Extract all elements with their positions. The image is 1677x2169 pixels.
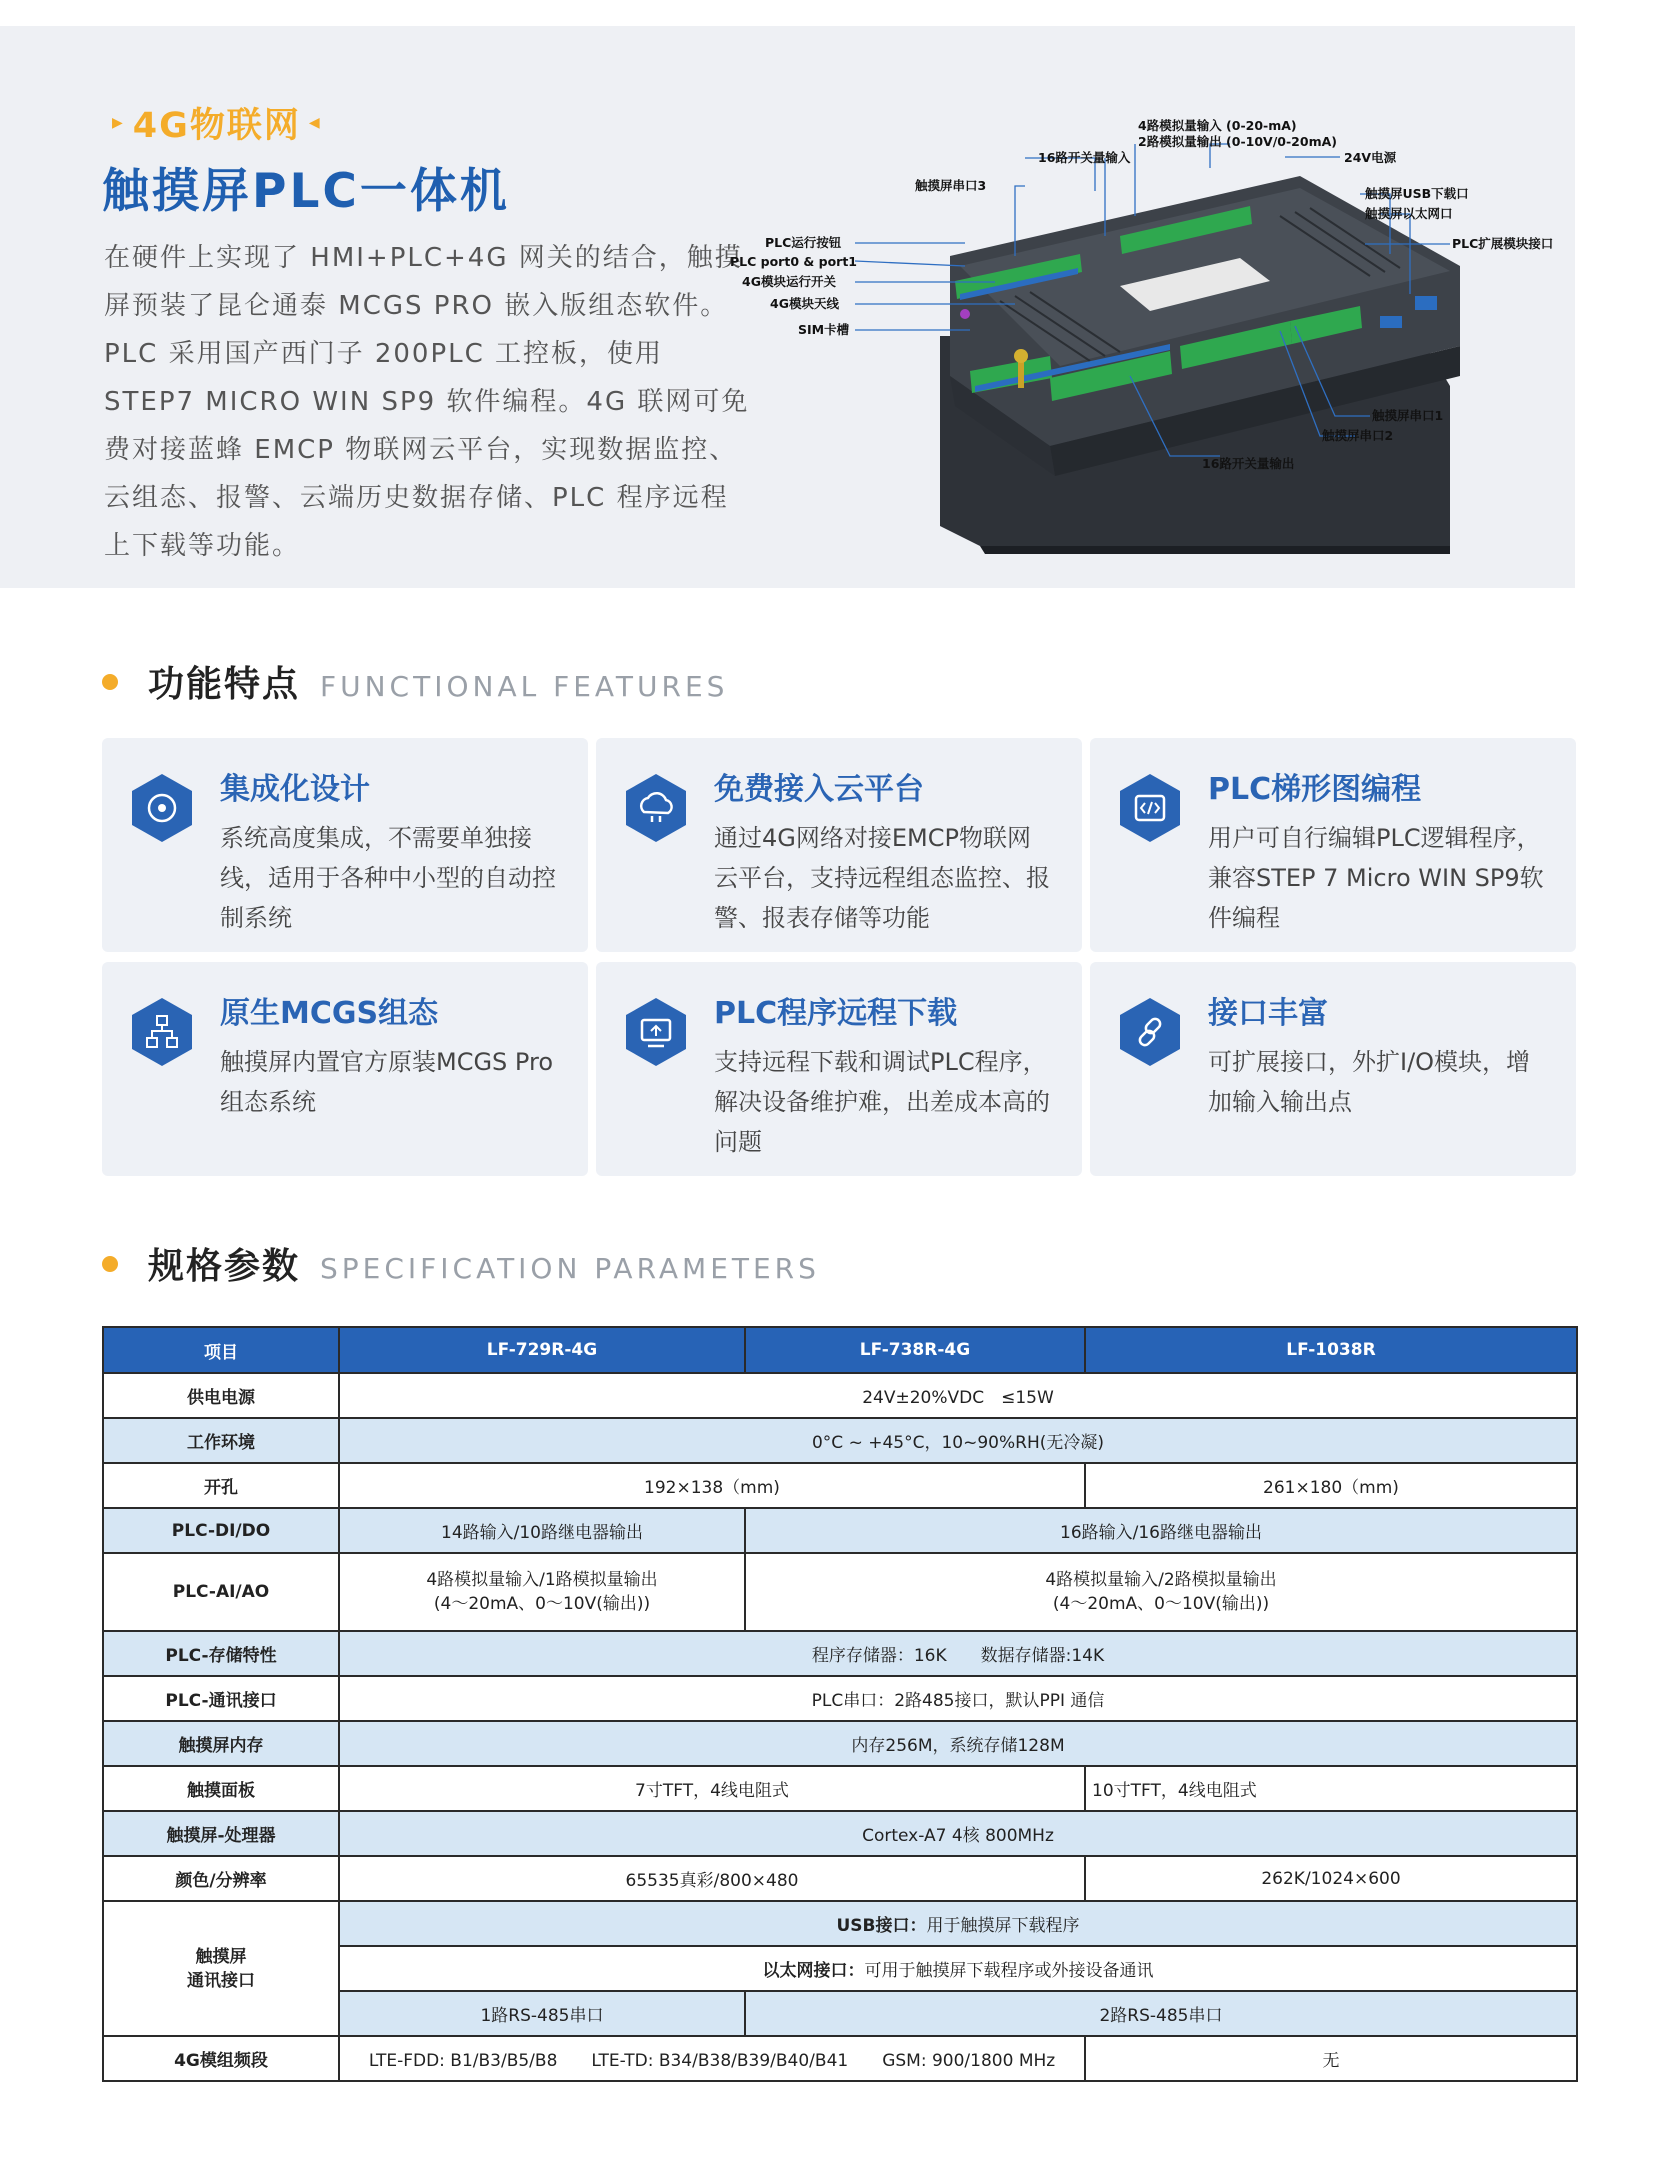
spec-title-en: SPECIFICATION PARAMETERS — [320, 1252, 820, 1285]
features-title-cn: 功能特点 — [148, 664, 301, 705]
row-value: 14路输入/10路继电器输出 — [339, 1508, 745, 1553]
row-label: 供电电源 — [103, 1373, 339, 1418]
row-value: 内存256M，系统存储128M — [339, 1721, 1577, 1766]
row-value: 262K/1024×600 — [1085, 1856, 1577, 1901]
row-value: 16路输入/16路继电器输出 — [745, 1508, 1577, 1553]
usb-val: 用于触摸屏下载程序 — [926, 1916, 1080, 1936]
row-value — [339, 1901, 1577, 1946]
row-label-line: 触摸屏 — [195, 1946, 247, 1967]
table-row — [103, 2036, 1577, 2081]
callout-plc-ext: PLC扩展模块接口 — [1452, 236, 1554, 251]
feature-title: PLC梯形图编程 — [1208, 772, 1422, 807]
callout-sim: SIM卡槽 — [798, 322, 850, 337]
feature-title: 原生MCGS组态 — [220, 996, 439, 1031]
usb-key: USB接口： — [836, 1916, 927, 1936]
callout-di16: 16路开关量输入 — [1038, 150, 1131, 165]
row-value: 10寸TFT，4线电阻式 — [1085, 1766, 1577, 1811]
callout-serial2: 触摸屏串口2 — [1322, 428, 1394, 443]
hero-tag — [104, 98, 330, 148]
row-label — [103, 1901, 339, 2036]
hero-tag-label: 4G物联网 — [132, 106, 301, 146]
feature-card — [1090, 738, 1576, 952]
code-icon — [1118, 772, 1182, 844]
callout-4g-antenna: 4G模块天线 — [770, 296, 839, 311]
table-row — [103, 1676, 1577, 1721]
table-row — [103, 1766, 1577, 1811]
row-value: 无 — [1085, 2036, 1577, 2081]
row-label: 工作环境 — [103, 1418, 339, 1463]
spec-col-model: LF-729R-4G — [339, 1327, 745, 1373]
row-label: 颜色/分辨率 — [103, 1856, 339, 1901]
feature-card — [102, 738, 588, 952]
row-label-line: 通讯接口 — [187, 1970, 255, 1991]
row-value-line: (4～20mA、0～10V(输出)) — [433, 1594, 651, 1614]
row-label: PLC-通讯接口 — [103, 1676, 339, 1721]
callout-serial3: 触摸屏串口3 — [915, 178, 987, 193]
callout-ao-out: 2路模拟量输出 (0-10V/0-20mA) — [1138, 134, 1337, 149]
row-value — [339, 1553, 745, 1631]
row-label: 4G模组频段 — [103, 2036, 339, 2081]
callout-eth: 触摸屏以太网口 — [1365, 206, 1453, 221]
feature-card — [1090, 962, 1576, 1176]
integration-icon — [130, 772, 194, 844]
callout-plc-run: PLC运行按钮 — [765, 235, 842, 250]
triangle-left-icon: ◀ — [308, 115, 322, 131]
row-value: 程序存储器：16K 数据存储器:14K — [339, 1631, 1577, 1676]
table-row — [103, 1631, 1577, 1676]
spec-col-model: LF-1038R — [1085, 1327, 1577, 1373]
hero-title: 触摸屏PLC一体机 — [102, 164, 510, 219]
spec-table — [102, 1326, 1578, 2082]
feature-title: 接口丰富 — [1208, 996, 1328, 1031]
feature-desc: 用户可自行编辑PLC逻辑程序，兼容STEP 7 Micro WIN SP9软件编程 — [1208, 824, 1544, 932]
row-label: PLC-AI/AO — [103, 1553, 339, 1631]
table-row — [103, 1901, 1577, 1946]
row-label: 触摸屏-处理器 — [103, 1811, 339, 1856]
table-row — [103, 1811, 1577, 1856]
row-value-line: 4路模拟量输入/2路模拟量输出 — [1045, 1570, 1277, 1590]
upload-icon — [624, 996, 688, 1068]
row-value: 0°C ~ +45°C，10~90%RH(无冷凝) — [339, 1418, 1577, 1463]
table-row — [103, 1508, 1577, 1553]
hero-description: 在硬件上实现了 HMI+PLC+4G 网关的结合，触摸屏预装了昆仑通泰 MCGS PRO 嵌入版组态软件。PLC 采用国产西门子 200PLC 工控板，使用 STEP7 MICRO WIN SP9 软件编程。4G 联网可免费对接蓝蜂 EMCP 物联网云平台，实现数据监控、云组态、报警、云端历史数据存储、PLC 程序远程上下载等功能。 — [104, 243, 750, 561]
link-icon — [1118, 996, 1182, 1068]
feature-desc: 系统高度集成，不需要单独接线，适用于各种中小型的自动控制系统 — [220, 824, 556, 932]
callout-ai-in: 4路模拟量输入 (0-20-mA) — [1138, 118, 1297, 133]
table-row — [103, 1463, 1577, 1508]
callout-ports: PLC port0 & port1 — [730, 254, 858, 269]
row-value: 24V±20%VDC ≤15W — [339, 1373, 1577, 1418]
hero-section — [0, 26, 1575, 588]
table-row — [103, 1373, 1577, 1418]
feature-card — [596, 962, 1082, 1176]
feature-card — [102, 962, 588, 1176]
row-label: PLC-存储特性 — [103, 1631, 339, 1676]
callout-serial1: 触摸屏串口1 — [1372, 408, 1444, 423]
feature-title: PLC程序远程下载 — [714, 996, 958, 1031]
section-dot-icon — [102, 1256, 118, 1272]
feature-title: 免费接入云平台 — [714, 772, 924, 807]
row-label: PLC-DI/DO — [103, 1508, 339, 1553]
row-value: 1路RS-485串口 — [339, 1991, 745, 2036]
row-value: 192×138（mm) — [339, 1463, 1085, 1508]
callout-do16: 16路开关量输出 — [1202, 456, 1295, 471]
row-label: 开孔 — [103, 1463, 339, 1508]
features-title-en: FUNCTIONAL FEATURES — [320, 670, 729, 703]
eth-key: 以太网接口： — [762, 1961, 865, 1981]
row-value: PLC串口：2路485接口，默认PPI 通信 — [339, 1676, 1577, 1721]
row-label: 触摸屏内存 — [103, 1721, 339, 1766]
table-row — [103, 1856, 1577, 1901]
feature-desc: 通过4G网络对接EMCP物联网云平台，支持远程组态监控、报警、报表存储等功能 — [714, 824, 1050, 932]
feature-desc: 支持远程下载和调试PLC程序，解决设备维护难，出差成本高的问题 — [714, 1048, 1050, 1156]
eth-val: 可用于触摸屏下载程序或外接设备通讯 — [864, 1961, 1154, 1981]
spec-title-cn: 规格参数 — [148, 1246, 301, 1287]
callout-power: 24V电源 — [1344, 150, 1397, 165]
feature-card — [596, 738, 1082, 952]
row-value: 65535真彩/800×480 — [339, 1856, 1085, 1901]
feature-desc: 可扩展接口，外扩I/O模块，增加输入输出点 — [1208, 1048, 1531, 1116]
feature-desc: 触摸屏内置官方原装MCGS Pro组态系统 — [220, 1048, 553, 1116]
row-value-line: 4路模拟量输入/1路模拟量输出 — [426, 1570, 658, 1590]
spec-header-row — [103, 1327, 1577, 1373]
spec-col-model: LF-738R-4G — [745, 1327, 1085, 1373]
callout-4g-switch: 4G模块运行开关 — [742, 274, 836, 289]
row-label: 触摸面板 — [103, 1766, 339, 1811]
section-dot-icon — [102, 674, 118, 690]
spec-header — [102, 1238, 820, 1289]
features-header — [102, 656, 728, 707]
row-value: 261×180（mm) — [1085, 1463, 1577, 1508]
spec-col-item: 项目 — [103, 1327, 339, 1373]
feature-title: 集成化设计 — [220, 772, 370, 807]
cloud-icon — [624, 772, 688, 844]
callout-usb: 触摸屏USB下载口 — [1365, 186, 1469, 201]
row-value — [339, 1946, 1577, 1991]
row-value — [745, 1553, 1577, 1631]
row-value: Cortex-A7 4核 800MHz — [339, 1811, 1577, 1856]
table-row — [103, 1418, 1577, 1463]
table-row — [103, 1553, 1577, 1631]
row-value: 2路RS-485串口 — [745, 1991, 1577, 2036]
row-value-line: (4～20mA、0～10V(输出)) — [1052, 1594, 1270, 1614]
device-illustration — [730, 116, 1560, 556]
table-row — [103, 1721, 1577, 1766]
row-value: LTE-FDD: B1/B3/B5/B8 LTE-TD: B34/B38/B39/B40/B41 GSM: 900/1800 MHz — [339, 2036, 1085, 2081]
hierarchy-icon — [130, 996, 194, 1068]
row-value: 7寸TFT，4线电阻式 — [339, 1766, 1085, 1811]
triangle-right-icon: ▶ — [112, 115, 125, 131]
